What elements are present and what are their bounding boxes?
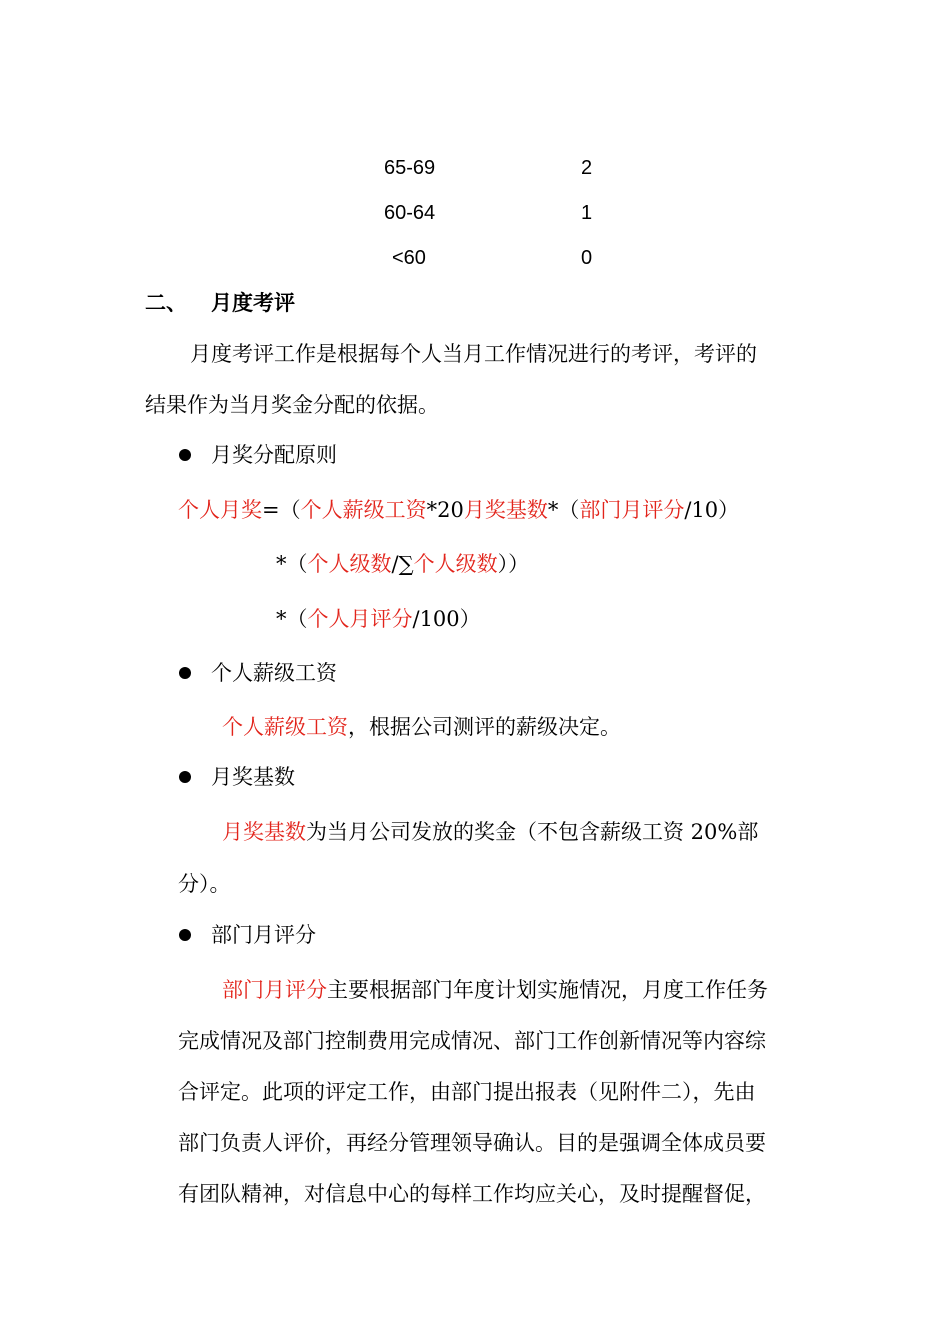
bullet-personal-salary: 个人薪级工资: [211, 661, 337, 685]
intro-line-1: 月度考评工作是根据每个人当月工作情况进行的考评，考评的: [190, 342, 757, 366]
score-points-2: 1: [581, 202, 593, 224]
formula-salary-term: 个人薪级工资: [300, 498, 427, 522]
formula-line-3: *（个人月评分/100）: [276, 607, 481, 631]
section-title: 月度考评: [211, 290, 295, 315]
formula-dept-score-term: 部门月评分: [579, 498, 685, 522]
dept-paragraph-line-2: 完成情况及部门控制费用完成情况、部门工作创新情况等内容综: [178, 1029, 766, 1053]
bullet-allocation-principle: 月奖分配原则: [211, 443, 337, 467]
intro-line-2: 结果作为当月奖金分配的依据。: [145, 393, 439, 417]
formula-base-term: 月奖基数: [463, 498, 548, 522]
formula-level-sum-term: 个人级数: [413, 552, 498, 576]
score-points-3: 0: [581, 247, 593, 269]
dept-paragraph-line-4: 部门负责人评价，再经分管理领导确认。目的是强调全体成员要: [178, 1131, 766, 1155]
score-range-2: 60-64: [384, 202, 436, 224]
formula-personal-score-term: 个人月评分: [307, 607, 413, 631]
bullet-dot-icon: [179, 929, 191, 941]
formula-line-1: 个人月奖=（个人薪级工资*20月奖基数*（部门月评分/10）: [178, 498, 740, 522]
bullet-dot-icon: [179, 667, 191, 679]
formula-level-term: 个人级数: [307, 552, 392, 576]
dept-paragraph-line-3: 合评定。此项的评定工作，由部门提出报表（见附件二），先由: [178, 1080, 756, 1104]
section-number: 二、: [145, 290, 187, 315]
score-range-1: 65-69: [384, 157, 436, 179]
base-paragraph-line-2: 分）。: [178, 872, 231, 896]
score-range-3: <60: [392, 247, 426, 269]
bullet-dot-icon: [179, 449, 191, 461]
salary-paragraph: 个人薪级工资，根据公司测评的薪级决定。: [222, 715, 621, 739]
bullet-dept-score: 部门月评分: [211, 923, 316, 947]
bullet-dot-icon: [179, 771, 191, 783]
dept-paragraph-line-1: 部门月评分主要根据部门年度计划实施情况，月度工作任务: [222, 978, 768, 1002]
base-paragraph-line-1: 月奖基数为当月公司发放的奖金（不包含薪级工资 20%部: [222, 820, 759, 844]
score-points-1: 2: [581, 157, 593, 179]
bullet-bonus-base: 月奖基数: [211, 765, 295, 789]
formula-line-2: *（个人级数/∑个人级数））: [276, 552, 530, 576]
dept-paragraph-line-5: 有团队精神，对信息中心的每样工作均应关心，及时提醒督促，: [178, 1182, 766, 1206]
formula-personal-bonus: 个人月奖: [178, 498, 262, 522]
